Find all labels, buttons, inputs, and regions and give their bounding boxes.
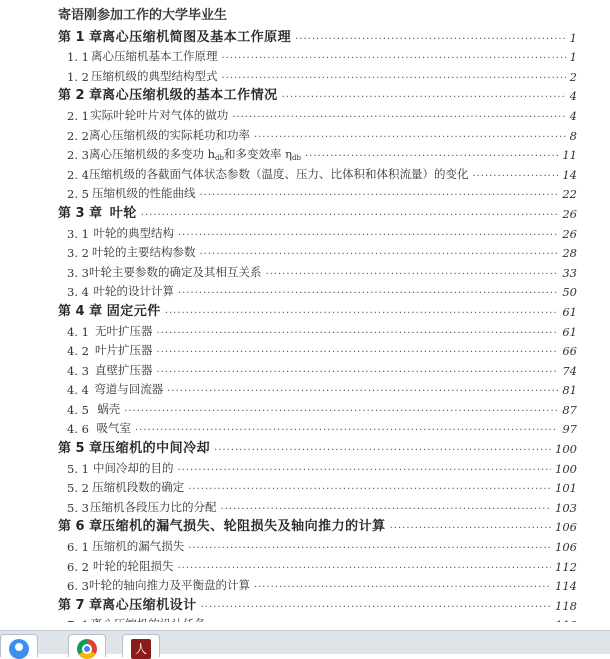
toc-title: 叶轮的轮阻损失 xyxy=(93,558,174,573)
toc-page-number: 1 xyxy=(569,30,577,45)
toc-number: 1. 2 xyxy=(67,69,89,84)
toc-number: 6. 2 xyxy=(67,559,89,574)
toc-page-number: 118 xyxy=(555,598,577,613)
toc-number: 3. 1 xyxy=(67,226,89,241)
toc-chapter-row[interactable] xyxy=(0,299,610,319)
toc-leader-dots xyxy=(156,347,558,358)
toc-title: 无叶扩压器 xyxy=(94,323,153,338)
toc-title xyxy=(89,146,301,162)
toc-page-number: 26 xyxy=(562,206,577,221)
toc-title: 离心压缩机级的实际耗功和功率 xyxy=(88,127,250,142)
toc-page-number: 112 xyxy=(555,559,577,574)
toc-page-number: 4 xyxy=(569,89,577,104)
toc-page-number: 87 xyxy=(562,402,577,417)
toc-section-row[interactable] xyxy=(0,358,610,378)
toc-section-row[interactable] xyxy=(0,45,610,65)
toc-section-row[interactable] xyxy=(0,221,610,241)
toc-page-number: 106 xyxy=(555,540,577,555)
toc-page-number: 2 xyxy=(569,69,577,84)
pdf-reader-icon xyxy=(131,639,151,659)
toc-page-number: 74 xyxy=(562,363,577,378)
toc-page-number: 61 xyxy=(562,304,577,319)
toc-number: 2. 1 xyxy=(67,108,89,123)
toc-leader-dots xyxy=(201,602,551,613)
toc-number: 5. 1 xyxy=(67,461,89,476)
toc-title: 压缩机级的性能曲线 xyxy=(91,186,196,201)
toc-leader-dots xyxy=(254,582,551,593)
toc-page-number: 100 xyxy=(555,461,577,476)
toc-leader-dots xyxy=(214,445,551,456)
toc-number: 2. 4 xyxy=(67,167,89,182)
toc-section-row[interactable] xyxy=(0,162,610,182)
toc-number: 第 6 章 xyxy=(58,519,103,535)
toc-number: 2. 3 xyxy=(67,148,89,163)
toc-section-row[interactable] xyxy=(0,260,610,280)
toc-title-subscript: db xyxy=(215,154,224,163)
toc-page-number: 97 xyxy=(562,422,577,437)
toc-section-row[interactable] xyxy=(0,417,610,437)
toc-page-number: 8 xyxy=(569,128,577,143)
toc-title: 叶片扩压器 xyxy=(94,343,153,358)
toc-section-row[interactable] xyxy=(0,280,610,300)
toc-chapter-row[interactable] xyxy=(0,515,610,535)
toc-leader-dots xyxy=(199,190,558,201)
toc-number: 2. 2 xyxy=(67,128,89,143)
toc-section-row[interactable] xyxy=(0,456,610,476)
toc-number: 5. 2 xyxy=(67,481,89,496)
toc-title: 蜗壳 xyxy=(97,401,121,416)
toc-leader-dots xyxy=(156,328,558,339)
toc-page-number: 81 xyxy=(562,383,577,398)
toc-section-row[interactable] xyxy=(0,554,610,574)
toc-title: 叶轮主要参数的确定及其相互关系 xyxy=(88,264,262,279)
toc-title: 压缩机级的各截面气体状态参数（温度、压力、比体积和体积流量）的变化 xyxy=(88,166,469,181)
toc-title: 离心压缩机简图及基本工作原理 xyxy=(102,29,292,45)
toc-title: 叶轮的主要结构参数 xyxy=(91,245,196,260)
toc-number: 6. 3 xyxy=(67,579,89,594)
toc-title: 压缩机级的典型结构型式 xyxy=(90,68,218,83)
toc-section-row[interactable] xyxy=(0,339,610,359)
toc-number: 3. 3 xyxy=(67,265,89,280)
toc-title: 中间冷却的目的 xyxy=(93,460,174,475)
toc-page-number: 101 xyxy=(555,481,577,496)
toc-title: 压缩机段数的确定 xyxy=(92,480,185,495)
toc-number: 4. 4 xyxy=(67,383,89,398)
toc-title: 直壁扩压器 xyxy=(94,362,153,377)
chrome-icon xyxy=(77,639,97,659)
toc-page-number: 66 xyxy=(562,344,577,359)
toc-title: 叶轮的典型结构 xyxy=(93,225,174,240)
toc-leader-dots xyxy=(390,523,551,534)
toc-title: 离心压缩机基本工作原理 xyxy=(90,49,218,64)
toc-chapter-row[interactable] xyxy=(0,25,610,45)
toc-leader-dots xyxy=(221,73,565,84)
toc-title: 压缩机的漏气损失、轮阻损失及轴向推力的计算 xyxy=(102,519,386,535)
toc-title: 固定元件 xyxy=(106,303,161,319)
toc-section-row[interactable] xyxy=(0,397,610,417)
toc-leader-dots xyxy=(472,171,558,182)
toc-leader-dots xyxy=(156,367,558,378)
toc-title: 压缩机的中间冷却 xyxy=(102,441,211,457)
toc-number: 第 7 章 xyxy=(58,597,103,613)
toc-page-number: 11 xyxy=(562,148,577,163)
toc-leader-dots xyxy=(178,563,552,574)
toc-chapter-row[interactable] xyxy=(0,593,610,613)
page-heading: 寄语刚参加工作的大学毕业生 xyxy=(58,8,228,23)
toc-section-row[interactable] xyxy=(0,64,610,84)
toc-page-number: 26 xyxy=(562,226,577,241)
toc-title: 压缩机各段压力比的分配 xyxy=(90,499,217,514)
toc-title: 叶轮的设计计算 xyxy=(93,284,174,299)
toc-number: 4. 6 xyxy=(67,422,89,437)
toc-number: 4. 3 xyxy=(67,363,89,378)
toc-leader-dots xyxy=(165,308,559,319)
toc-title-part: 和多变效率 η xyxy=(223,147,293,162)
toc-chapter-row[interactable] xyxy=(0,201,610,221)
toc-leader-dots xyxy=(232,112,565,123)
toc-number: 第 2 章 xyxy=(58,88,103,104)
toc-page-number: 28 xyxy=(562,246,577,261)
toc-title: 叶轮 xyxy=(109,205,137,221)
taskbar-pdf-button[interactable] xyxy=(122,634,160,657)
table-of-contents xyxy=(0,25,610,630)
taskbar xyxy=(0,630,610,654)
taskbar-chrome-button[interactable] xyxy=(68,634,106,657)
toc-number: 2. 5 xyxy=(67,187,89,202)
toc-chapter-row[interactable] xyxy=(0,84,610,104)
toc-section-row[interactable] xyxy=(0,574,610,594)
toc-leader-dots xyxy=(265,269,558,280)
toc-section-row[interactable] xyxy=(0,319,610,339)
toc-section-row[interactable] xyxy=(0,534,610,554)
toc-page-number: 14 xyxy=(562,167,577,182)
toc-number: 5. 3 xyxy=(67,500,89,515)
toc-title: 吸气室 xyxy=(96,421,131,436)
toc-leader-dots xyxy=(135,425,558,436)
toc-title: 压缩机的漏气损失 xyxy=(92,539,185,554)
toc-leader-dots xyxy=(282,92,566,103)
toc-leader-dots xyxy=(141,210,559,221)
toc-section-row[interactable] xyxy=(0,123,610,143)
toc-title: 叶轮的轴向推力及平衡盘的计算 xyxy=(88,578,250,593)
toc-page-number: 100 xyxy=(555,442,577,457)
toc-title-part: 离心压缩机级的多变功 h xyxy=(88,147,216,162)
toc-number: 第 4 章 xyxy=(58,303,103,319)
toc-leader-dots xyxy=(305,151,558,162)
toc-number: 6. 1 xyxy=(67,540,89,555)
toc-page-number: 22 xyxy=(562,187,577,202)
toc-number: 3. 4 xyxy=(67,285,89,300)
toc-page-number: 114 xyxy=(555,579,577,594)
toc-number: 4. 5 xyxy=(67,402,89,417)
toc-title-subscript: db xyxy=(292,154,301,163)
toc-page-number: 50 xyxy=(562,285,577,300)
toc-leader-dots xyxy=(178,230,558,241)
toc-section-row[interactable] xyxy=(0,241,610,261)
toc-section-row[interactable] xyxy=(0,182,610,202)
toc-number: 4. 1 xyxy=(67,324,89,339)
toc-number: 第 3 章 xyxy=(58,205,103,221)
toc-page-number: 1 xyxy=(569,50,577,65)
toc-section-row[interactable] xyxy=(0,103,610,123)
toc-section-row[interactable] xyxy=(0,495,610,515)
toc-section-row[interactable] xyxy=(0,476,610,496)
toc-title: 离心压缩机级的基本工作情况 xyxy=(102,88,278,104)
toc-leader-dots xyxy=(188,484,551,495)
toc-leader-dots xyxy=(124,406,558,417)
toc-title: 弯道与回流器 xyxy=(94,382,164,397)
toc-leader-dots xyxy=(221,53,565,64)
toc-leader-dots xyxy=(254,132,566,143)
toc-number: 第 1 章 xyxy=(58,29,103,45)
toc-title: 实际叶轮叶片对气体的做功 xyxy=(90,107,229,122)
toc-leader-dots xyxy=(167,386,558,397)
app-icon xyxy=(9,639,29,659)
toc-section-row[interactable] xyxy=(0,143,610,163)
toc-section-row[interactable] xyxy=(0,378,610,398)
taskbar-app-button[interactable] xyxy=(0,634,38,657)
toc-leader-dots xyxy=(178,288,558,299)
toc-page-number: 4 xyxy=(569,108,577,123)
toc-leader-dots xyxy=(295,34,566,45)
toc-leader-dots xyxy=(178,465,552,476)
toc-chapter-row[interactable] xyxy=(0,436,610,456)
toc-leader-dots xyxy=(221,504,552,515)
toc-page-number: 33 xyxy=(562,265,577,280)
toc-page-number: 103 xyxy=(555,500,577,515)
toc-number: 1. 1 xyxy=(67,50,89,65)
toc-number: 4. 2 xyxy=(67,344,89,359)
toc-leader-dots xyxy=(199,249,558,260)
viewport-edge xyxy=(0,622,610,630)
toc-number: 第 5 章 xyxy=(58,441,103,457)
toc-number: 3. 2 xyxy=(67,246,89,261)
toc-leader-dots xyxy=(188,543,551,554)
toc-page-number: 106 xyxy=(555,520,577,535)
toc-title: 离心压缩机设计 xyxy=(102,597,197,613)
toc-page-number: 61 xyxy=(562,324,577,339)
